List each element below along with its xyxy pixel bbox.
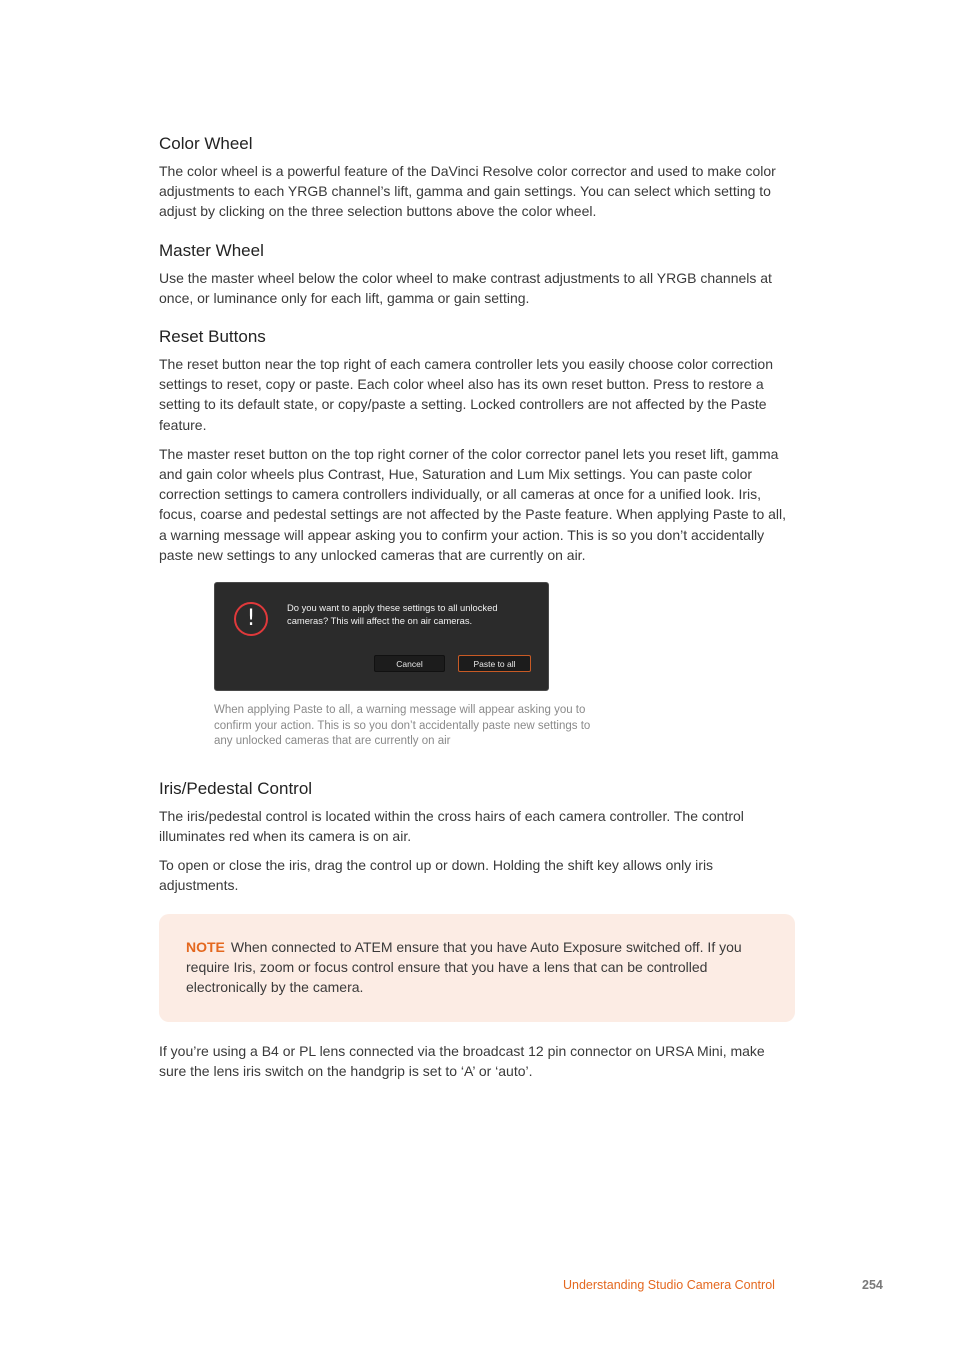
paragraph: To open or close the iris, drag the control up or down. Holding the shift key allows only iris adjustments. [159, 857, 714, 894]
paste-to-all-button[interactable]: Paste to all [458, 655, 531, 672]
section-reset-buttons [159, 326, 795, 750]
paragraph: Use the master wheel below the color wheel to make contrast adjustments to all YRGB channels at once, or luminance only for each lift, gamma or gain setting. [159, 269, 772, 306]
paste-warning-dialog [214, 582, 549, 691]
note-label: NOTE [186, 938, 225, 955]
section-heading: Master Wheel [159, 240, 264, 260]
figure [214, 582, 591, 750]
paragraph: The reset button near the top right of each camera controller lets you easily choose color correction settings to reset, copy or paste. Each color wheel also has its own reset button. Press to restore a setting to its default state, or copy/paste a setting. Locked controllers are not affected by the Paste feature. [159, 356, 773, 433]
paragraph: The iris/pedestal control is located within the cross hairs of each camera controller. The control illuminates red when its camera is on air. [159, 807, 744, 845]
section-master-wheel [159, 240, 795, 308]
section-heading: Color Wheel [159, 134, 253, 153]
note-text: When connected to ATEM ensure that you have Auto Exposure switched off. If you require Iris, zoom or focus control ensure that you have a lens that can be controlled electronically by the camera. [186, 938, 742, 996]
page-content [159, 133, 795, 1100]
dialog-message: Do you want to apply these settings to all unlocked cameras? This will affect the on air cameras. [287, 602, 498, 627]
figure-caption: When applying Paste to all, a warning message will appear asking you to confirm your action. This is so you don’t accidentally paste new settings to any unlocked cameras that are currently on air [214, 704, 591, 748]
section-heading: Reset Buttons [159, 327, 266, 347]
footer-chapter-title: Understanding Studio Camera Control [563, 1278, 775, 1292]
paragraph: If you’re using a B4 or PL lens connected via the broadcast 12 pin connector on URSA Mini, make sure the lens iris switch on the handgrip is set to ‘A’ or ‘auto’. [159, 1043, 765, 1080]
cancel-button[interactable]: Cancel [374, 655, 445, 672]
paragraph: The master reset button on the top right corner of the color corrector panel lets you reset lift, gamma and gain color wheels plus Contrast, Hue, Saturation and Lum Mix settings. You can paste color correction settings to camera controllers individually, or all cameras at once for a unified look. Iris, focus, coarse and pedestal settings are not affected by the Paste feature. When applying Paste to all, a warning message will appear asking you to confirm your action. This is so you don’t accidentally paste new settings to any unlocked cameras that are currently on air. [159, 445, 787, 563]
section-color-wheel [159, 133, 795, 222]
note-box [159, 914, 795, 1023]
page-number: 254 [862, 1278, 883, 1292]
paragraph: The color wheel is a powerful feature of the DaVinci Resolve color corrector and used to make color adjustments to each YRGB channel’s lift, gamma and gain settings. You can select which setting to adjust by clicking on the three selection buttons above the color wheel. [159, 163, 776, 220]
warning-exclamation-icon: ! [234, 602, 268, 636]
section-heading: Iris/Pedestal Control [159, 778, 313, 798]
section-iris-pedestal [159, 778, 795, 1082]
